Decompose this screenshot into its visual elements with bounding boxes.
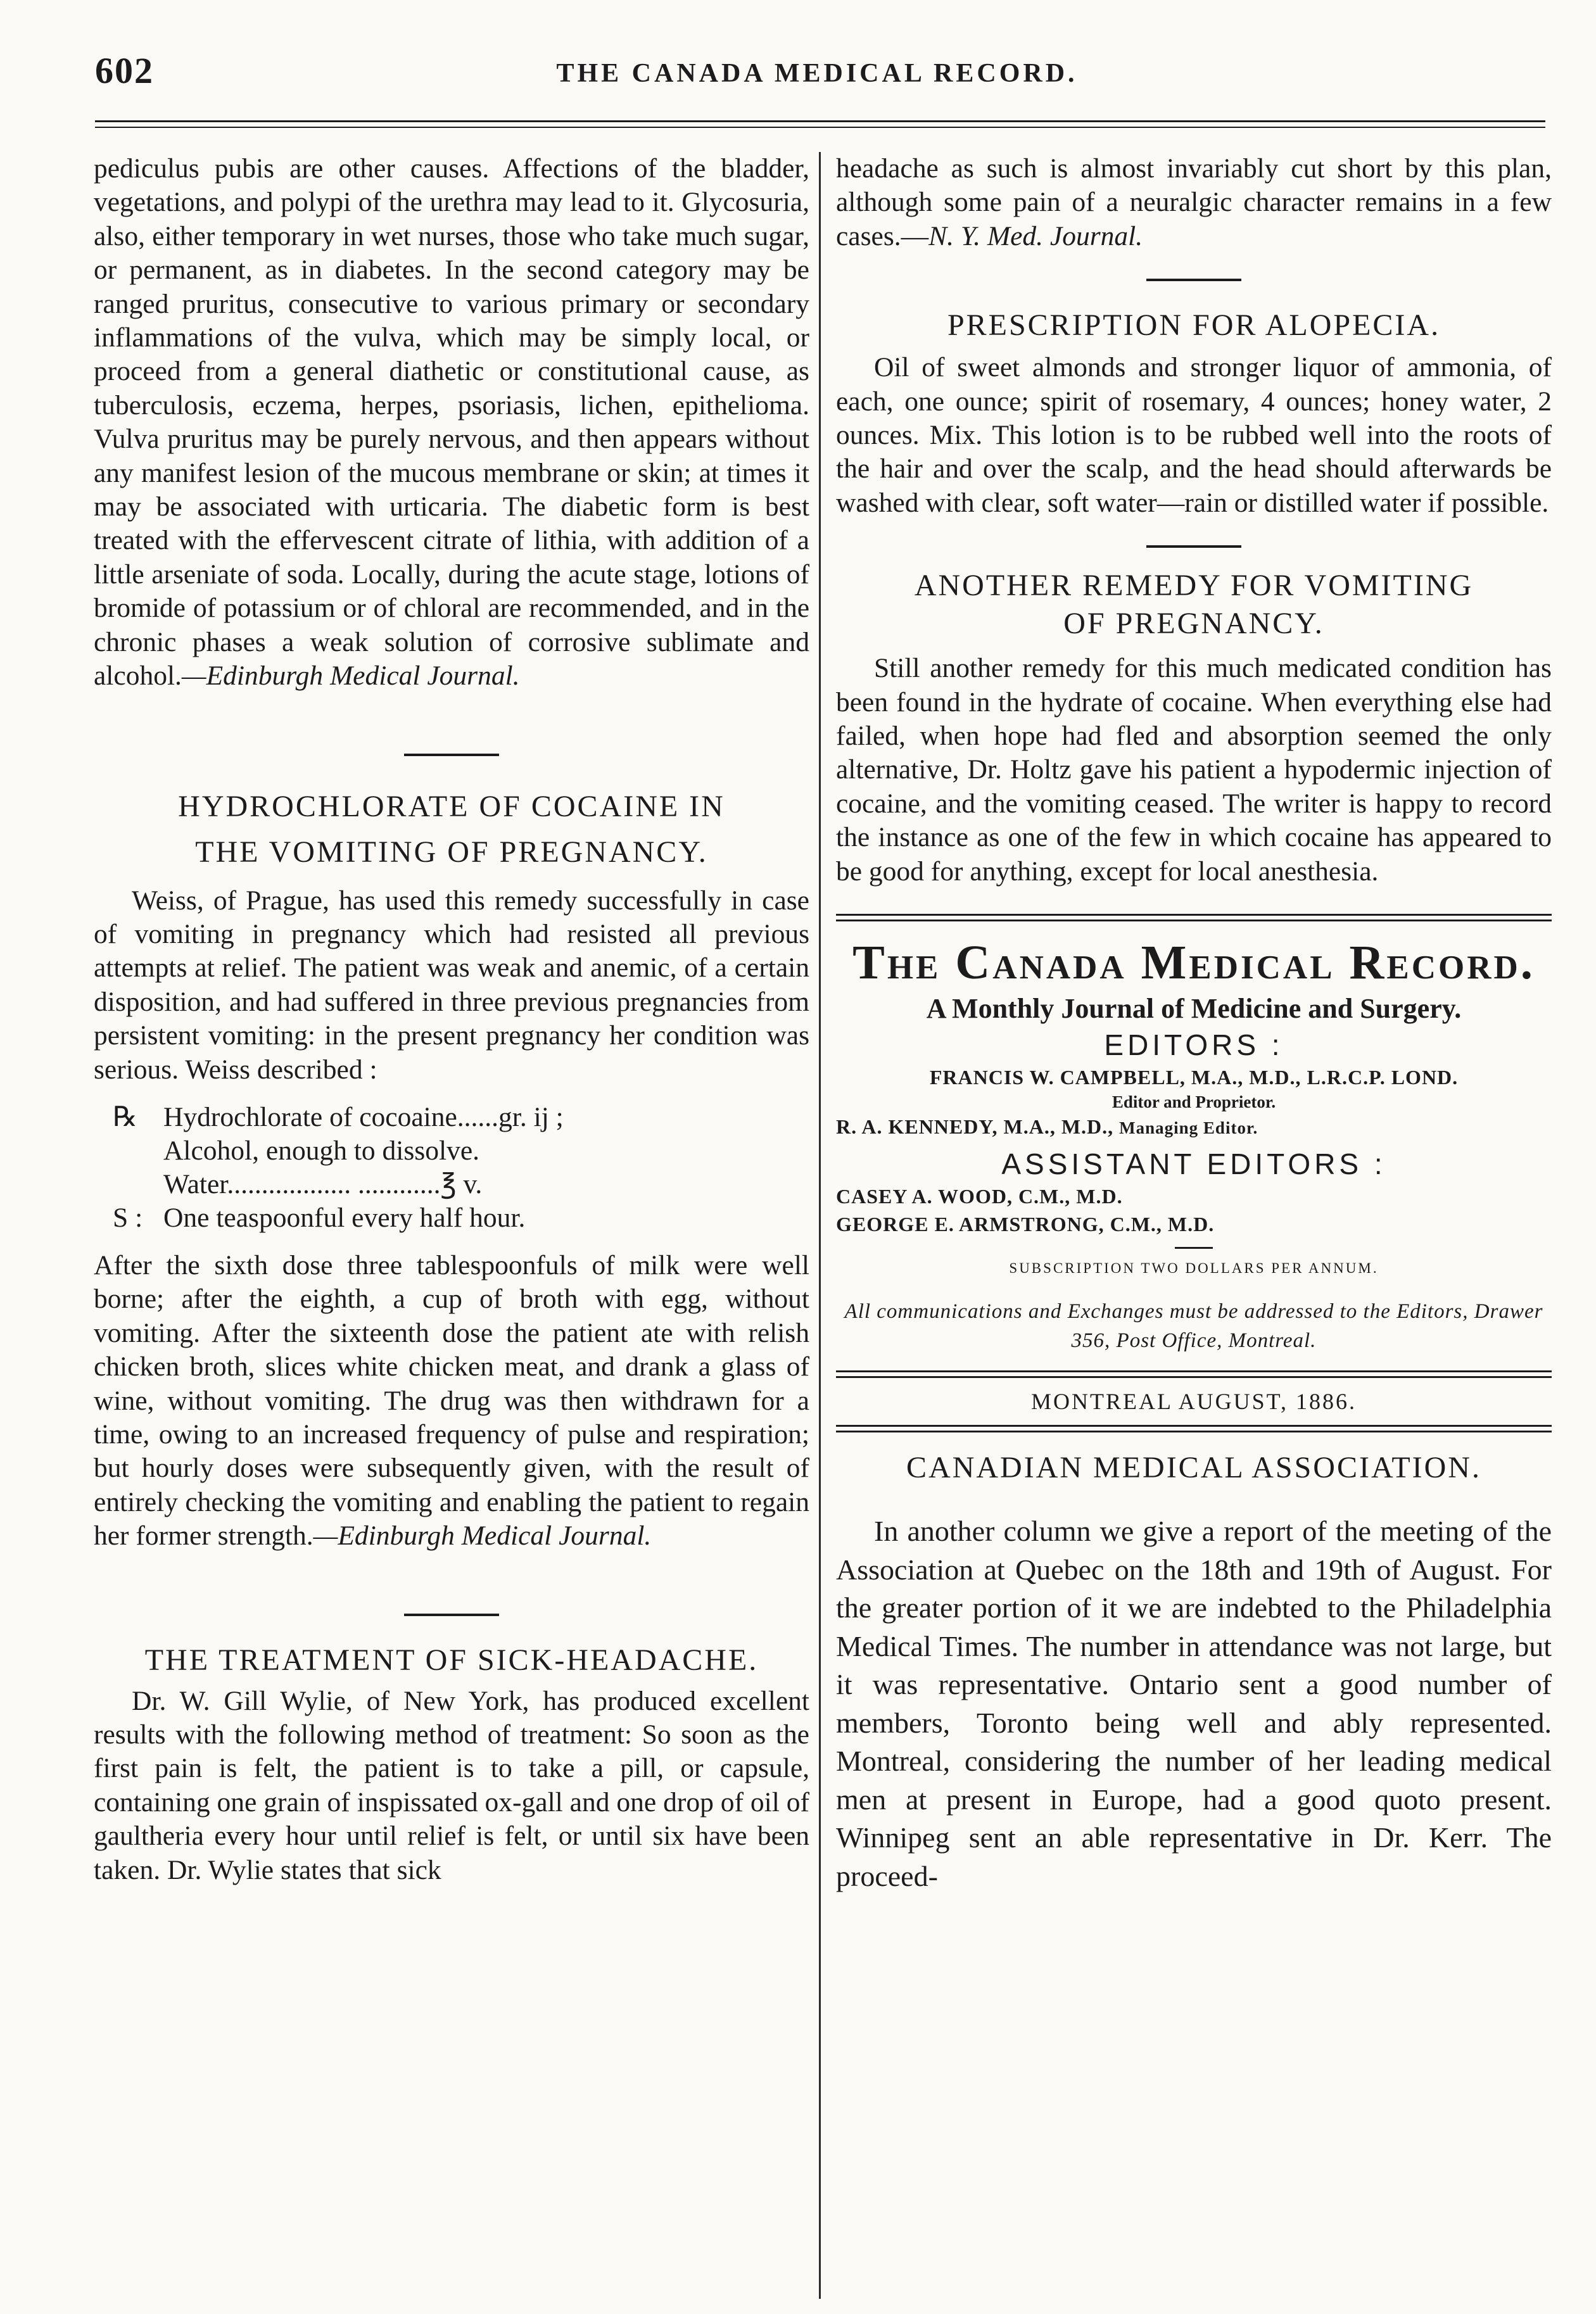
- column-divider: [819, 152, 821, 2299]
- section-heading: PRESCRIPTION FOR ALOPECIA.: [947, 308, 1441, 343]
- recipe-symbol: ℞: [113, 1101, 137, 1132]
- masthead: [836, 934, 1552, 1355]
- masthead-title: The Canada Medical Record.: [852, 936, 1535, 990]
- editor-role: Managing Editor.: [1119, 1118, 1258, 1138]
- article-paragraph: In another column we give a report of the meeting of the Association at Quebec on the 18th and 19th of August. For the greater portion of it we are indebted to the Philadelphia Medical Times. The number in attendance was not large, but it was representative. Ontario sent a good number of members, Toronto being well and ably represented. Montreal, considering the number of her leading medical men at present in Europe, had a good quoto present. Winnipeg sent an able representative in Dr. Kerr. The proceed-: [836, 1515, 1552, 1892]
- running-head: [95, 49, 1539, 100]
- right-column: [836, 152, 1552, 1895]
- assistant-editor-name: GEORGE E. ARMSTRONG, C.M., M.D.: [836, 1213, 1215, 1236]
- masthead-subtitle: A Monthly Journal of Medicine and Surgery.: [926, 993, 1462, 1025]
- section-heading: ANOTHER REMEDY FOR VOMITING: [914, 569, 1474, 603]
- section-heading: HYDROCHLORATE OF COCAINE IN: [178, 789, 725, 823]
- prescription-block: [113, 1101, 809, 1235]
- article-source: N. Y. Med. Journal.: [928, 220, 1143, 251]
- header-rule-thin: [95, 127, 1545, 128]
- article-source: —Edinburgh Medical Journal.: [181, 661, 520, 692]
- section-heading: THE VOMITING OF PREGNANCY.: [195, 835, 708, 869]
- article-paragraph: Oil of sweet almonds and stronger liquor of ammonia, of each, one ounce; spirit of rosemary, 4 ounces; honey water, 2 ounces. Mix. This lotion is to be rubbed well into the roots of the hair and over the scalp, and the head should afterwards be washed with clear, soft water—rain or distilled water if possible.: [836, 352, 1552, 518]
- article-paragraph: After the sixth dose three tablespoonfuls of milk were well borne; after the eighth, a cup of broth with egg, without vomiting. After the sixteenth dose the patient ate with relish chicken broth, slices white chicken meat, and drank a glass of wine, without vomiting. The drug was then withdrawn for a time, owing to an increased frequency of pulse and respiration; but hourly doses were subsequently given, with the result of entirely checking the vomiting and enabling the patient to regain her former strength.—Edinburgh Medical Journal.: [94, 1249, 809, 1552]
- article-paragraph: headache as such is almost invariably cut short by this plan, although some pain of a neuralgic character remains in a few cases.—N. Y. Med. Journal.: [836, 153, 1552, 251]
- left-column: [94, 152, 809, 1887]
- editor-role: Editor and Proprietor.: [1112, 1092, 1276, 1112]
- assistant-editor-name: CASEY A. WOOD, C.M., M.D.: [836, 1185, 1123, 1208]
- dateline: MONTREAL AUGUST, 1886.: [1031, 1389, 1357, 1415]
- editors-heading: EDITORS :: [1104, 1028, 1284, 1062]
- article-paragraph: pediculus pubis are other causes. Affections of the bladder, vegetations, and polypi of the urethra may lead to it. Glycosuria, also, either temporary in wet nurses, those who take much sugar, or permanent, as in diabetes. In the second category may be ranged pruritus, consecutive to various primary or secondary inflammations of the vulva, which may be simply local, or proceed from a general diathetic or constitutional cause, as tuberculosis, eczema, herpes, psoriasis, lichen, epithelioma. Vulva pruritus may be purely nervous, and then appears without any manifest lesion of the mucous membrane or skin; at times it may be associated with urticaria. The diabetic form is best treated with the effervescent citrate of lithia, with addition of a little arseniate of soda. Locally, during the acute stage, lotions of bromide of potassium or of chloral are recommended, and in the chronic phases a weak solution of corrosive sublimate and alcohol.—Edinburgh Medical Journal.: [94, 153, 809, 692]
- article-paragraph: Dr. W. Gill Wylie, of New York, has produced excellent results with the following method of treatment: So soon as the first pain is felt, the patient is to take a pill, or capsule, containing one grain of inspissated ox-gall and one drop of oil of gaultheria every hour until relief is felt, or until six have been taken. Dr. Wylie states that sick: [94, 1685, 809, 1885]
- prescription-line: Water.................. ............℥ v.: [163, 1168, 483, 1199]
- header-rule: [95, 120, 1545, 122]
- editor-name: R. A. KENNEDY, M.A., M.D., Managing Editor.: [836, 1115, 1258, 1139]
- section-heading: CANADIAN MEDICAL ASSOCIATION.: [906, 1451, 1481, 1485]
- prescription-signa: One teaspoonful every half hour.: [163, 1202, 526, 1233]
- article-paragraph: Still another remedy for this much medicated condition has been found in the hydrate of cocaine. When everything else had failed, when hope had fled and absorption seemed the only alternative, Dr. Holtz gave his patient a hypodermic injection of cocaine, and the vomiting ceased. The writer is happy to record the instance as one of the few in which cocaine has appeared to be good for anything, except for local anesthesia.: [836, 653, 1552, 887]
- subscription-notice: SUBSCRIPTION TWO DOLLARS PER ANNUM.: [1009, 1260, 1379, 1277]
- journal-running-title: THE CANADA MEDICAL RECORD.: [556, 59, 1078, 88]
- section-heading: THE TREATMENT OF SICK-HEADACHE.: [144, 1643, 759, 1677]
- article-paragraph: Weiss, of Prague, has used this remedy successfully in case of vomiting in pregnancy which had resisted all previous attempts at relief. The patient was weak and anemic, of a certain disposition, and had suffered in three previous pregnancies from persistent vomiting: in the present pregnancy her condition was serious. Weiss described :: [94, 885, 809, 1085]
- prescription-line: Hydrochlorate of cocoaine......gr. ij ;: [163, 1101, 564, 1132]
- assistant-editors-heading: ASSISTANT EDITORS :: [1001, 1148, 1386, 1181]
- signa-label: S :: [113, 1202, 143, 1233]
- section-heading: OF PREGNANCY.: [1063, 607, 1324, 641]
- prescription-line: Alcohol, enough to dissolve.: [163, 1135, 479, 1166]
- article-source: —Edinburgh Medical Journal.: [313, 1521, 652, 1552]
- editor-name: FRANCIS W. CAMPBELL, M.A., M.D., L.R.C.P. LOND.: [929, 1066, 1459, 1089]
- page-number: 602: [95, 50, 154, 91]
- address-notice: All communications and Exchanges must be addressed to the Editors, Drawer 356, Post Office, Montreal.: [844, 1300, 1543, 1353]
